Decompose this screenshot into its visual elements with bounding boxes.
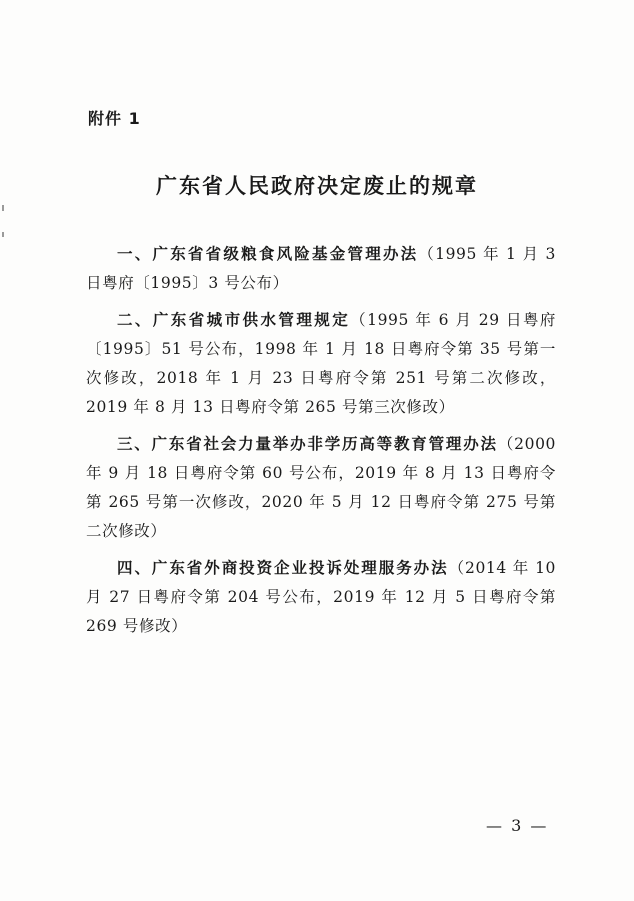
- regulation-detail: （1995 年 1 月 3 日粤府〔1995〕3 号公布）: [86, 245, 556, 292]
- regulation-detail: （2000 年 9 月 18 日粤府令第 60 号公布，2019 年 8 月 13 日粤府令第 265 号第一次修改，2020 年 5 月 12 日粤府令第 275 号第二次修改）: [86, 435, 557, 540]
- regulation-item-3: [86, 430, 556, 546]
- page-number: — 3 —: [486, 816, 549, 835]
- regulation-item-1: [86, 240, 556, 298]
- regulation-item-4: [86, 554, 556, 641]
- regulation-name: 四、广东省外商投资企业投诉处理服务办法: [117, 559, 449, 577]
- regulation-list: [86, 240, 556, 649]
- attachment-label: 附件 1: [88, 109, 141, 128]
- regulation-name: 一、广东省省级粮食风险基金管理办法: [117, 245, 419, 263]
- regulation-name: 二、广东省城市供水管理规定: [117, 311, 351, 329]
- regulation-name: 三、广东省社会力量举办非学历高等教育管理办法: [117, 435, 498, 453]
- regulation-item-2: [86, 306, 556, 422]
- page-title: 广东省人民政府决定废止的规章: [156, 173, 478, 198]
- regulation-detail: （1995 年 6 月 29 日粤府〔1995〕51 号公布，1998 年 1 月 18 日粤府令第 35 号第一次修改，2018 年 1 月 23 日粤府令第 251 号第二次修改，2019 年 8 月 13 日粤府令第 265 号第三次修改）: [86, 311, 556, 416]
- regulation-detail: （2014 年 10 月 27 日粤府令第 204 号公布，2019 年 12 月 5 日粤府令第 269 号修改）: [86, 559, 556, 635]
- scan-edge-mark: [2, 205, 4, 211]
- scan-edge-mark: [2, 232, 4, 237]
